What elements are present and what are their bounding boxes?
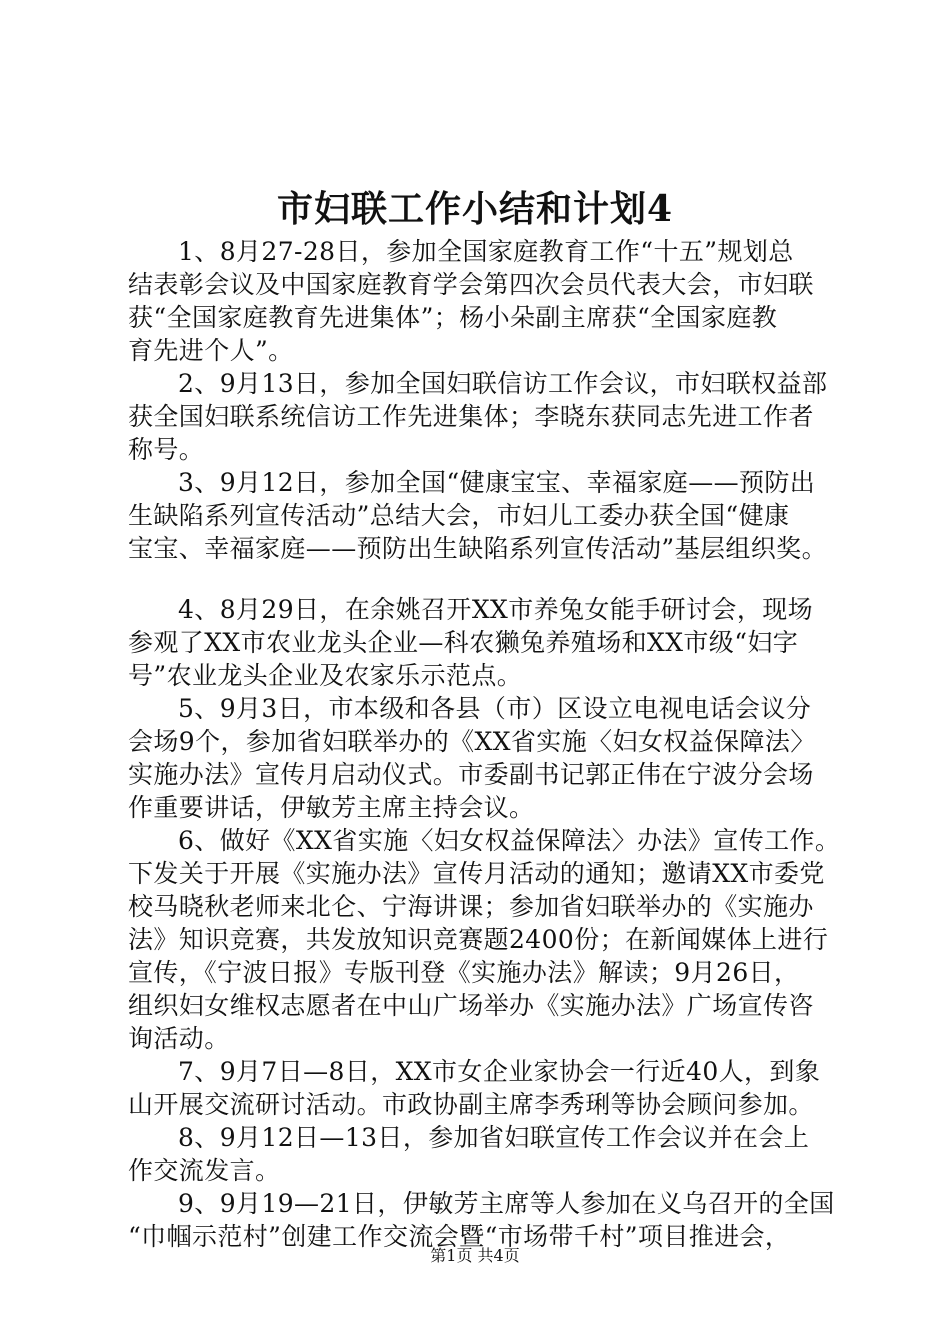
paragraph-line: 称号。 bbox=[128, 435, 205, 464]
paragraph-line: 实施办法》宣传月启动仪式。市委副书记郭正伟在宁波分会场 bbox=[128, 760, 814, 789]
paragraph-line: 4、8月29日，在余姚召开XX市养兔女能手研讨会，现场 bbox=[178, 595, 814, 624]
paragraph-line: 育先进个人”。 bbox=[128, 336, 294, 365]
paragraph-line: 宣传，《宁波日报》专版刊登《实施办法》解读；9月26日， bbox=[128, 958, 800, 987]
paragraph-line: 山开展交流研讨活动。市政协副主席李秀琍等协会顾问参加。 bbox=[128, 1090, 814, 1119]
paragraph-spacer bbox=[128, 565, 844, 593]
paragraph-line: 作交流发言。 bbox=[128, 1156, 281, 1185]
paragraph-line: 8、9月12日—13日，参加省妇联宣传工作会议并在会上 bbox=[178, 1123, 810, 1152]
paragraph-line: 6、做好《XX省实施〈妇女权益保障法〉办法》宣传工作。 bbox=[178, 826, 841, 855]
paragraph-line: 获“全国家庭教育先进集体”；杨小朵副主席获“全国家庭教 bbox=[128, 303, 778, 332]
paragraph-line: 会场9个，参加省妇联举办的《XX省实施〈妇女权益保障法〉 bbox=[128, 727, 816, 756]
paragraph-line: 3、9月12日，参加全国“健康宝宝、幸福家庭——预防出 bbox=[178, 468, 816, 497]
paragraph-line: 5、9月3日，市本级和各县（市）区设立电视电话会议分 bbox=[178, 694, 812, 723]
paragraph-line: 参观了XX市农业龙头企业—科农獭兔养殖场和XX市级“妇字 bbox=[128, 628, 799, 657]
paragraph-line: 获全国妇联系统信访工作先进集体；李晓东获同志先进工作者 bbox=[128, 402, 814, 431]
paragraph-line: 校马晓秋老师来北仑、宁海讲课；参加省妇联举办的《实施办 bbox=[128, 892, 814, 921]
paragraph-line: 9、9月19—21日，伊敏芳主席等人参加在义乌召开的全国 bbox=[178, 1189, 835, 1218]
paragraph-line: 号”农业龙头企业及农家乐示范点。 bbox=[128, 661, 523, 690]
document-body bbox=[128, 235, 844, 1253]
paragraph-line: 7、9月7日—8日，XX市女企业家协会一行近40人，到象 bbox=[178, 1057, 821, 1086]
page-footer: 第1页 共4页 bbox=[430, 1246, 520, 1265]
paragraph-line: “巾帼示范村”创建工作交流会暨“市场带千村”项目推进会， bbox=[128, 1222, 791, 1251]
paragraph-line: 法》知识竞赛，共发放知识竞赛题2400份；在新闻媒体上进行 bbox=[128, 925, 829, 954]
paragraph-line: 下发关于开展《实施办法》宣传月活动的通知；邀请XX市委党 bbox=[128, 859, 825, 888]
paragraph-line: 组织妇女维权志愿者在中山广场举办《实施办法》广场宣传咨 bbox=[128, 991, 814, 1020]
paragraph-line: 生缺陷系列宣传活动”总结大会，市妇儿工委办获全国“健康 bbox=[128, 501, 790, 530]
document-title: 市妇联工作小结和计划4 bbox=[276, 188, 674, 230]
paragraph-line: 结表彰会议及中国家庭教育学会第四次会员代表大会，市妇联 bbox=[128, 270, 814, 299]
paragraph-line: 2、9月13日，参加全国妇联信访工作会议，市妇联权益部 bbox=[178, 369, 828, 398]
paragraph-line: 宝宝、幸福家庭——预防出生缺陷系列宣传活动”基层组织奖。 bbox=[128, 534, 827, 563]
paragraph-line: 询活动。 bbox=[128, 1024, 230, 1053]
paragraph-line: 作重要讲话，伊敏芳主席主持会议。 bbox=[128, 793, 535, 822]
paragraph-line: 1、8月27-28日，参加全国家庭教育工作“十五”规划总 bbox=[178, 237, 794, 266]
